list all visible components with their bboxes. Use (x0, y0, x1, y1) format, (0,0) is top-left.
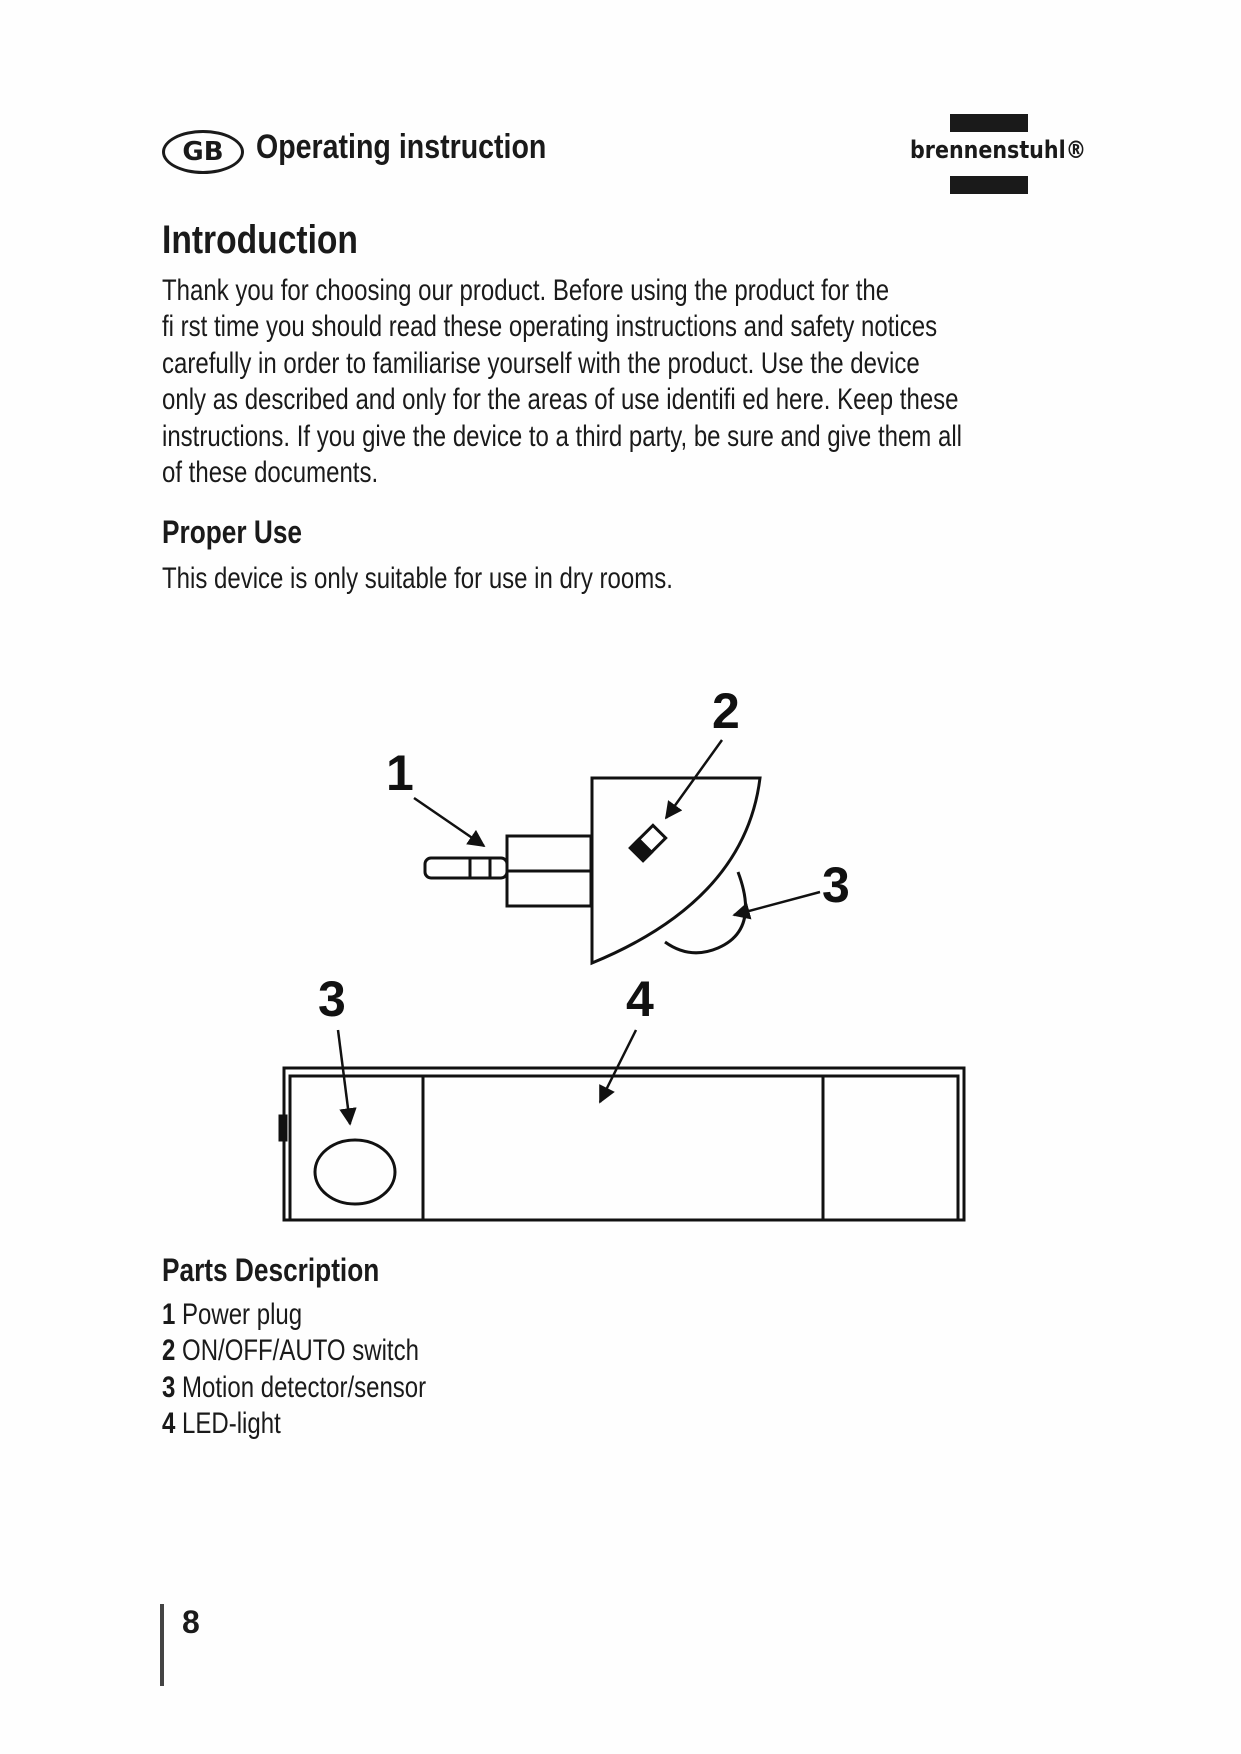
callout-label-4: 4 (626, 971, 654, 1027)
logo-bar-bottom (950, 176, 1028, 194)
intro-line: Thank you for choosing our product. Before using the product for the (162, 274, 890, 307)
introduction-heading: Introduction (162, 218, 358, 262)
logo-bar-top (950, 114, 1028, 132)
callout-label-2: 2 (712, 683, 740, 739)
switch-knob (630, 825, 665, 860)
callout-arrow-3-bottom (338, 1030, 350, 1124)
callout-arrow-3-top (734, 892, 820, 915)
motion-sensor-lens (315, 1140, 395, 1204)
page-number-rule (160, 1604, 164, 1686)
plug-side-view (425, 778, 760, 963)
intro-line: carefully in order to familiarise yourself with the product. Use the device (162, 347, 920, 380)
intro-line: only as described and only for the areas of use identifi ed here. Keep these (162, 383, 959, 416)
callout-label-3-bottom: 3 (318, 971, 346, 1027)
callout-arrow-2 (666, 740, 722, 818)
parts-item-label: LED-light (182, 1407, 281, 1440)
parts-item-number: 2 (162, 1334, 176, 1367)
callout-arrow-1 (414, 798, 484, 846)
parts-description-heading: Parts Description (162, 1252, 380, 1288)
parts-item-3 (162, 1371, 426, 1405)
parts-item-2 (162, 1334, 419, 1368)
callout-label-1: 1 (386, 745, 414, 801)
callout-arrow-4 (600, 1030, 636, 1102)
language-badge: GB (162, 130, 244, 174)
intro-line: fi rst time you should read these operating instructions and safety notices (162, 310, 938, 343)
callout-label-3-top: 3 (822, 857, 850, 913)
parts-item-1 (162, 1298, 302, 1332)
parts-item-number: 1 (162, 1298, 176, 1331)
parts-item-label: Power plug (182, 1298, 303, 1331)
parts-item-label: Motion detector/sensor (182, 1371, 427, 1404)
intro-line: instructions. If you give the device to a third party, be sure and give them all (162, 420, 962, 453)
housing-body (592, 778, 760, 963)
proper-use-text: This device is only suitable for use in dry rooms. (162, 562, 673, 595)
sensor-dome (665, 872, 746, 953)
proper-use-heading: Proper Use (162, 514, 303, 550)
header-title: Operating instruction (256, 128, 547, 166)
side-notch (280, 1116, 286, 1140)
logo-text: brennenstuhl® (910, 136, 1087, 164)
intro-line: of these documents. (162, 456, 379, 489)
plug-base (507, 836, 591, 906)
parts-item-number: 3 (162, 1371, 176, 1404)
parts-item-4 (162, 1407, 281, 1441)
light-housing (284, 1068, 964, 1220)
parts-item-label: ON/OFF/AUTO switch (182, 1334, 419, 1367)
plug-pin (425, 858, 507, 878)
brand-logo (910, 114, 1086, 194)
light-front-view (280, 1068, 964, 1220)
parts-item-number: 4 (162, 1407, 176, 1440)
page-number: 8 (182, 1604, 200, 1640)
